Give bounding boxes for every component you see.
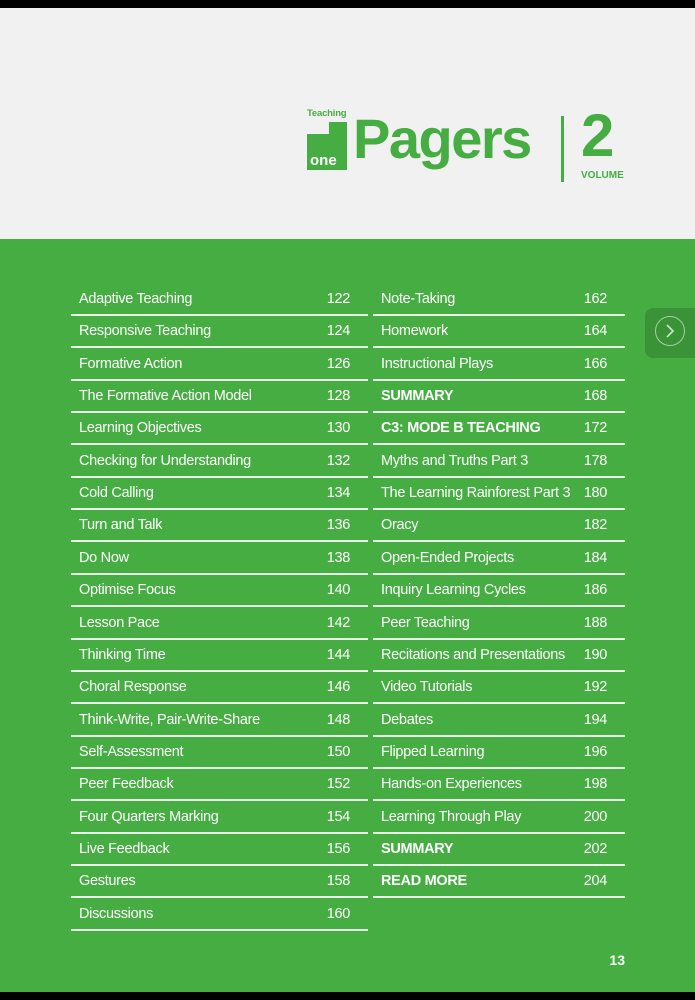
toc-entry-page: 156 xyxy=(326,840,350,857)
toc-entry-page: 132 xyxy=(326,452,350,469)
toc-entry-page: 140 xyxy=(326,582,350,599)
page-header xyxy=(0,8,695,239)
toc-entry-page: 160 xyxy=(326,905,350,922)
toc-entry[interactable] xyxy=(373,802,625,834)
toc-entry[interactable] xyxy=(373,640,625,672)
toc-entry[interactable] xyxy=(373,478,625,510)
toc-entry-page: 198 xyxy=(583,776,607,793)
teaching-one-pagers-logo xyxy=(0,8,695,239)
toc-entry-title: Checking for Understanding xyxy=(79,452,251,469)
toc-entry[interactable] xyxy=(373,575,625,607)
toc-entry-title: Lesson Pace xyxy=(79,614,160,631)
toc-entry-page: 122 xyxy=(326,291,350,307)
toc-entry[interactable] xyxy=(71,640,368,672)
toc-entry-page: 162 xyxy=(583,291,607,307)
toc-entry[interactable] xyxy=(373,349,625,381)
toc-entry[interactable] xyxy=(71,899,368,931)
toc-entry[interactable] xyxy=(373,737,625,769)
toc-entry-page: 180 xyxy=(583,485,607,502)
toc-entry[interactable] xyxy=(71,834,368,866)
toc-entry-title: Thinking Time xyxy=(79,646,166,663)
toc-entry-page: 130 xyxy=(326,420,350,437)
toc-entry-title: Discussions xyxy=(79,905,154,922)
toc-entry-title: Note-Taking xyxy=(381,291,456,307)
toc-entry[interactable] xyxy=(71,446,368,478)
logo-teaching-text: Teaching xyxy=(307,108,347,119)
page-number: 13 xyxy=(609,952,625,968)
toc-entry[interactable] xyxy=(373,284,625,316)
toc-entry-title: Learning Through Play xyxy=(381,808,522,825)
toc-entry-page: 184 xyxy=(583,549,607,566)
toc-entry-page: 126 xyxy=(326,355,350,372)
toc-entry-page: 166 xyxy=(583,355,607,372)
toc-entry-title: Peer Feedback xyxy=(79,776,174,793)
toc-entry-title: Myths and Truths Part 3 xyxy=(381,452,529,469)
toc-entry[interactable] xyxy=(373,608,625,640)
next-page-button[interactable] xyxy=(645,308,695,358)
toc-entry-title: Open-Ended Projects xyxy=(381,549,514,566)
logo-divider xyxy=(561,116,564,182)
contents-panel xyxy=(0,239,695,992)
toc-entry-title: Flipped Learning xyxy=(381,743,485,760)
toc-entry[interactable] xyxy=(71,769,368,801)
toc-entry-page: 172 xyxy=(583,420,607,437)
toc-entry-page: 136 xyxy=(326,517,350,534)
toc-entry-page: 190 xyxy=(583,646,607,663)
toc-entry-page: 168 xyxy=(583,388,607,405)
toc-entry-title: Live Feedback xyxy=(79,840,170,857)
toc-entry[interactable] xyxy=(71,543,368,575)
volume-number: 2 xyxy=(581,102,615,169)
toc-entry-page: 158 xyxy=(326,873,350,890)
toc-entry[interactable] xyxy=(373,510,625,542)
toc-entry-title: Do Now xyxy=(79,549,129,566)
toc-entry[interactable] xyxy=(373,543,625,575)
toc-entry-page: 124 xyxy=(326,323,350,340)
toc-entry-page: 200 xyxy=(583,808,607,825)
toc-entry[interactable] xyxy=(71,575,368,607)
toc-entry-page: 150 xyxy=(326,743,350,760)
toc-entry-title: Learning Objectives xyxy=(79,420,202,437)
toc-entry[interactable] xyxy=(373,866,625,898)
toc-entry[interactable] xyxy=(373,672,625,704)
toc-entry[interactable] xyxy=(373,705,625,737)
toc-entry-title: Oracy xyxy=(381,517,419,534)
toc-entry[interactable] xyxy=(373,316,625,348)
toc-entry-title: Hands-on Experiences xyxy=(381,776,522,793)
logo-pagers-text: Pagers xyxy=(353,107,531,170)
toc-entry-title: Inquiry Learning Cycles xyxy=(381,582,526,599)
volume-label: VOLUME xyxy=(581,170,624,181)
toc-entry-title: READ MORE xyxy=(381,873,467,890)
toc-entry[interactable] xyxy=(71,284,368,316)
toc-entry-page: 138 xyxy=(326,549,350,566)
toc-entry[interactable] xyxy=(71,349,368,381)
toc-entry-page: 146 xyxy=(326,679,350,696)
toc-entry-page: 152 xyxy=(326,776,350,793)
toc-entry-title: SUMMARY xyxy=(381,388,454,405)
toc-entry-page: 204 xyxy=(583,873,607,890)
toc-entry-page: 182 xyxy=(583,517,607,534)
toc-entry-page: 164 xyxy=(583,323,607,340)
logo-one-text: one xyxy=(310,152,337,169)
toc-entry-page: 128 xyxy=(326,388,350,405)
toc-entry-page: 202 xyxy=(583,840,607,857)
toc-entry-title: SUMMARY xyxy=(381,840,454,857)
toc-entry-page: 188 xyxy=(583,614,607,631)
toc-entry[interactable] xyxy=(71,672,368,704)
toc-entry[interactable] xyxy=(71,802,368,834)
toc-entry[interactable] xyxy=(71,705,368,737)
toc-entry-title: Turn and Talk xyxy=(79,517,163,534)
toc-entry[interactable] xyxy=(71,413,368,445)
toc-entry-page: 196 xyxy=(583,743,607,760)
toc-entry-title: Optimise Focus xyxy=(79,582,176,599)
toc-entry-title: Four Quarters Marking xyxy=(79,808,219,825)
toc-entry-title: Cold Calling xyxy=(79,485,154,502)
toc-entry-title: Formative Action xyxy=(79,355,183,372)
toc-entry-page: 194 xyxy=(583,711,607,728)
toc-entry-page: 192 xyxy=(583,679,607,696)
toc-entry[interactable] xyxy=(71,316,368,348)
toc-entry-page: 148 xyxy=(326,711,350,728)
toc-entry[interactable] xyxy=(71,608,368,640)
toc-entry-title: Homework xyxy=(381,323,448,340)
toc-entry-title: Instructional Plays xyxy=(381,355,493,372)
toc-entry[interactable] xyxy=(71,478,368,510)
toc-entry-title: The Learning Rainforest Part 3 xyxy=(381,485,571,502)
toc-entry-title: Recitations and Presentations xyxy=(381,646,565,663)
toc-entry-title: Gestures xyxy=(79,873,136,890)
chevron-right-icon xyxy=(655,316,685,346)
toc-entry-page: 154 xyxy=(326,808,350,825)
toc-entry-title: The Formative Action Model xyxy=(79,388,252,405)
toc-entry[interactable] xyxy=(373,446,625,478)
logo-one-block xyxy=(307,122,347,170)
toc-entry-page: 144 xyxy=(326,646,350,663)
toc-entry-title: C3: MODE B TEACHING xyxy=(381,420,541,437)
toc-entry[interactable] xyxy=(373,413,625,445)
toc-entry-page: 134 xyxy=(326,485,350,502)
toc-entry[interactable] xyxy=(71,737,368,769)
toc-entry-title: Adaptive Teaching xyxy=(79,291,193,307)
toc-entry-page: 142 xyxy=(326,614,350,631)
toc-entry-title: Debates xyxy=(381,711,433,728)
toc-entry[interactable] xyxy=(71,510,368,542)
toc-entry-page: 186 xyxy=(583,582,607,599)
toc-entry-title: Responsive Teaching xyxy=(79,323,211,340)
book-page xyxy=(0,8,695,992)
toc-entry-title: Self-Assessment xyxy=(79,743,184,760)
toc-entry-page: 178 xyxy=(583,452,607,469)
toc-entry-title: Think-Write, Pair-Write-Share xyxy=(79,711,260,728)
toc-entry-title: Video Tutorials xyxy=(381,679,473,696)
toc-entry[interactable] xyxy=(373,834,625,866)
toc-entry[interactable] xyxy=(373,769,625,801)
toc-entry[interactable] xyxy=(71,381,368,413)
toc-entry[interactable] xyxy=(71,866,368,898)
toc-entry-title: Choral Response xyxy=(79,679,187,696)
toc-entry-title: Peer Teaching xyxy=(381,614,470,631)
toc-entry[interactable] xyxy=(373,381,625,413)
